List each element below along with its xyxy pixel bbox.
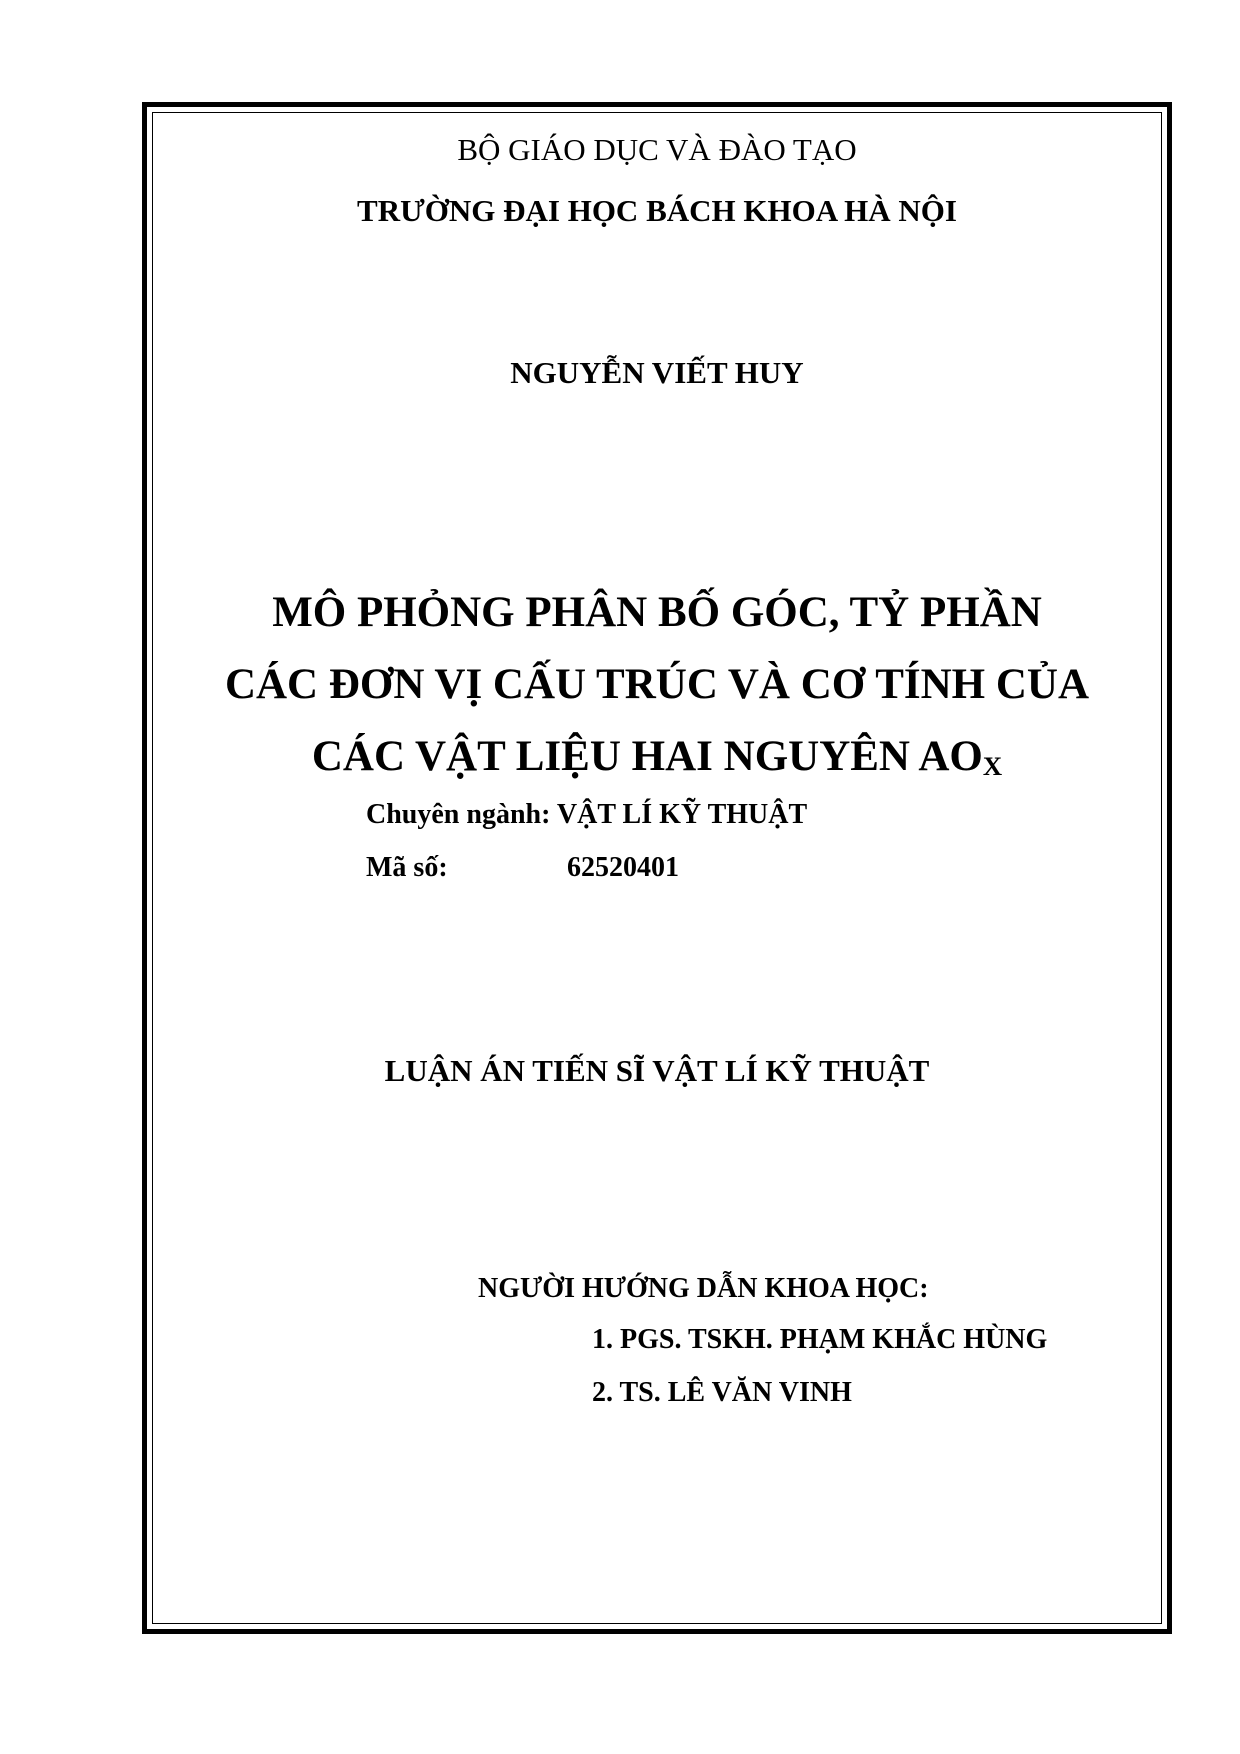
thesis-title-line-3-text: CÁC VẬT LIỆU HAI NGUYÊN AO <box>311 733 983 780</box>
major-value: VẬT LÍ KỸ THUẬT <box>556 799 808 830</box>
supervisor-heading: NGƯỜI HƯỚNG DẪN KHOA HỌC: <box>478 1273 929 1304</box>
major-label: Chuyên ngành: <box>366 799 551 830</box>
code-label: Mã số: <box>366 852 448 883</box>
major-line <box>366 799 807 831</box>
thesis-title-line-1: MÔ PHỎNG PHÂN BỐ GÓC, TỶ PHẦN <box>272 589 1042 636</box>
supervisor-2: 2. TS. LÊ VĂN VINH <box>592 1377 852 1408</box>
code-value: 62520401 <box>567 852 679 883</box>
thesis-title-line-2: CÁC ĐƠN VỊ CẤU TRÚC VÀ CƠ TÍNH CỦA <box>224 661 1090 708</box>
university-name: TRƯỜNG ĐẠI HỌC BÁCH KHOA HÀ NỘI <box>357 193 957 228</box>
supervisor-1: 1. PGS. TSKH. PHẠM KHẮC HÙNG <box>592 1324 1048 1355</box>
ministry-name: BỘ GIÁO DỤC VÀ ĐÀO TẠO <box>457 132 857 167</box>
thesis-title-subscript: X <box>982 750 1003 781</box>
thesis-type: LUẬN ÁN TIẾN SĨ VẬT LÍ KỸ THUẬT <box>384 1053 930 1088</box>
thesis-title-line-3 <box>0 732 1240 782</box>
author-name: NGUYỄN VIẾT HUY <box>510 355 804 390</box>
